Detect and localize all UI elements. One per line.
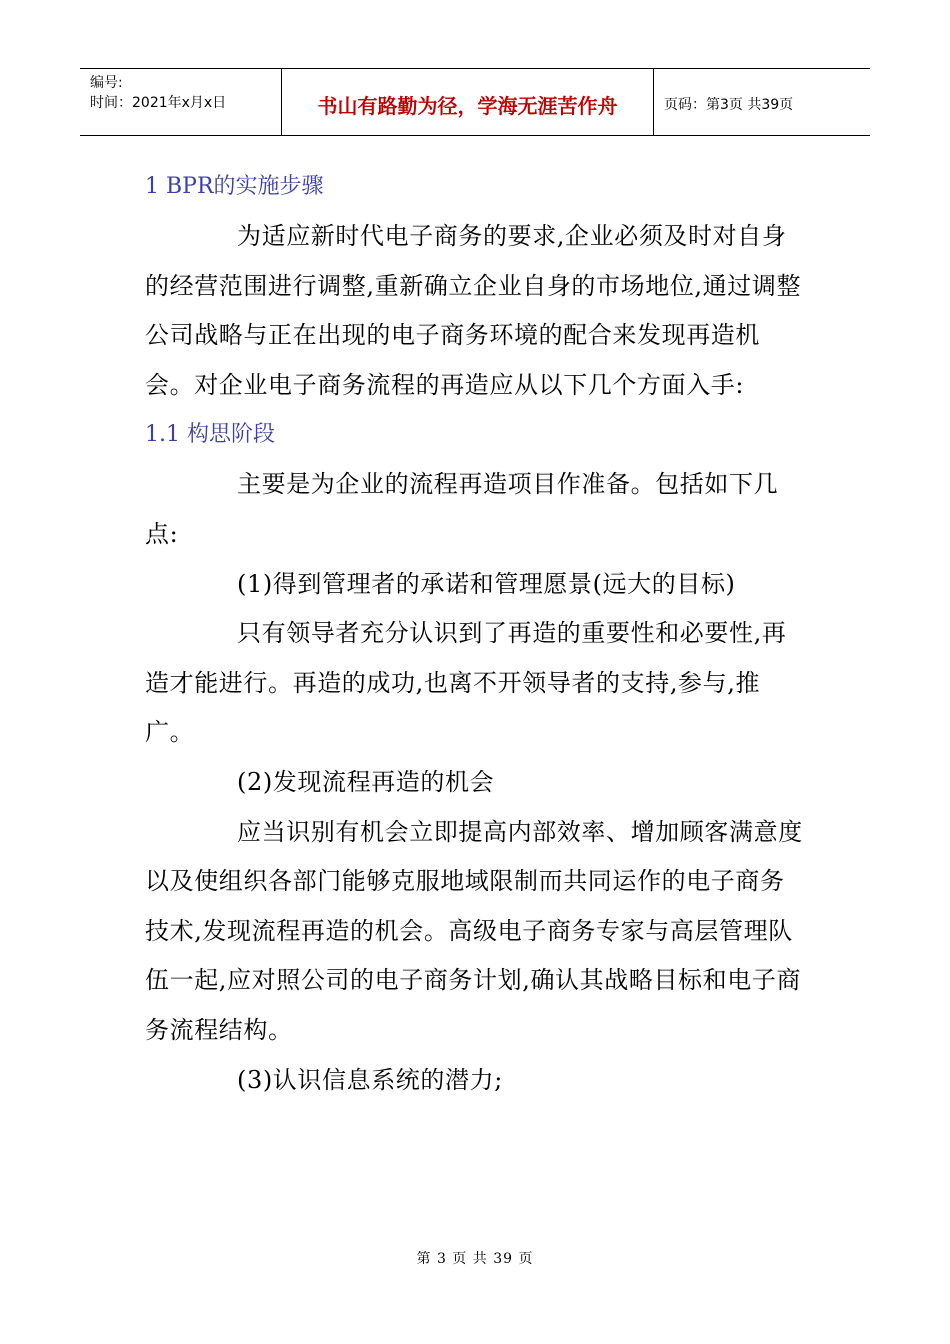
paragraph: 主要是为企业的流程再造项目作准备。包括如下几点: (145, 470, 779, 548)
number-label: 编号: (90, 75, 123, 91)
header-page-code: 页码：第3页 共39页 (664, 97, 794, 113)
document-body (145, 162, 805, 1105)
time-label: 时间：2021年x月x日 (90, 95, 227, 111)
paragraph: 应当识别有机会立即提高内部效率、增加顾客满意度以及使组织各部门能够克服地域限制而共同运作的电子商务技术,发现流程再造的机会。高级电子商务专家与高层管理队伍一起,应对照公司的电子商务计划,确认其战略目标和电子商务流程结构。 (145, 817, 803, 1044)
page-header (80, 68, 870, 136)
paragraph: 为适应新时代电子商务的要求,企业必须及时对自身的经营范围进行调整,重新确立企业自身的市场地位,通过调整公司战略与正在出现的电子商务环境的配合来发现再造机会。对企业电子商务流程的再造应从以下几个方面入手: (145, 222, 802, 399)
paragraph: 只有领导者充分认识到了再造的重要性和必要性,再造才能进行。再造的成功,也离不开领导者的支持,参与,推广。 (145, 619, 787, 747)
list-item-title: (1)得到管理者的承诺和管理愿景(远大的目标) (237, 569, 736, 598)
header-motto: 书山有路勤为径，学海无涯苦作舟 (282, 69, 654, 135)
section-heading: 1 BPR的实施步骤 (145, 174, 324, 199)
list-item-title: (2)发现流程再造的机会 (237, 767, 495, 796)
subsection-heading: 1.1 构思阶段 (145, 422, 275, 448)
list-item-title: (3)认识信息系统的潜力; (237, 1065, 503, 1094)
page-footer: 第 3 页 共 39 页 (416, 1251, 534, 1267)
header-meta (80, 69, 282, 135)
